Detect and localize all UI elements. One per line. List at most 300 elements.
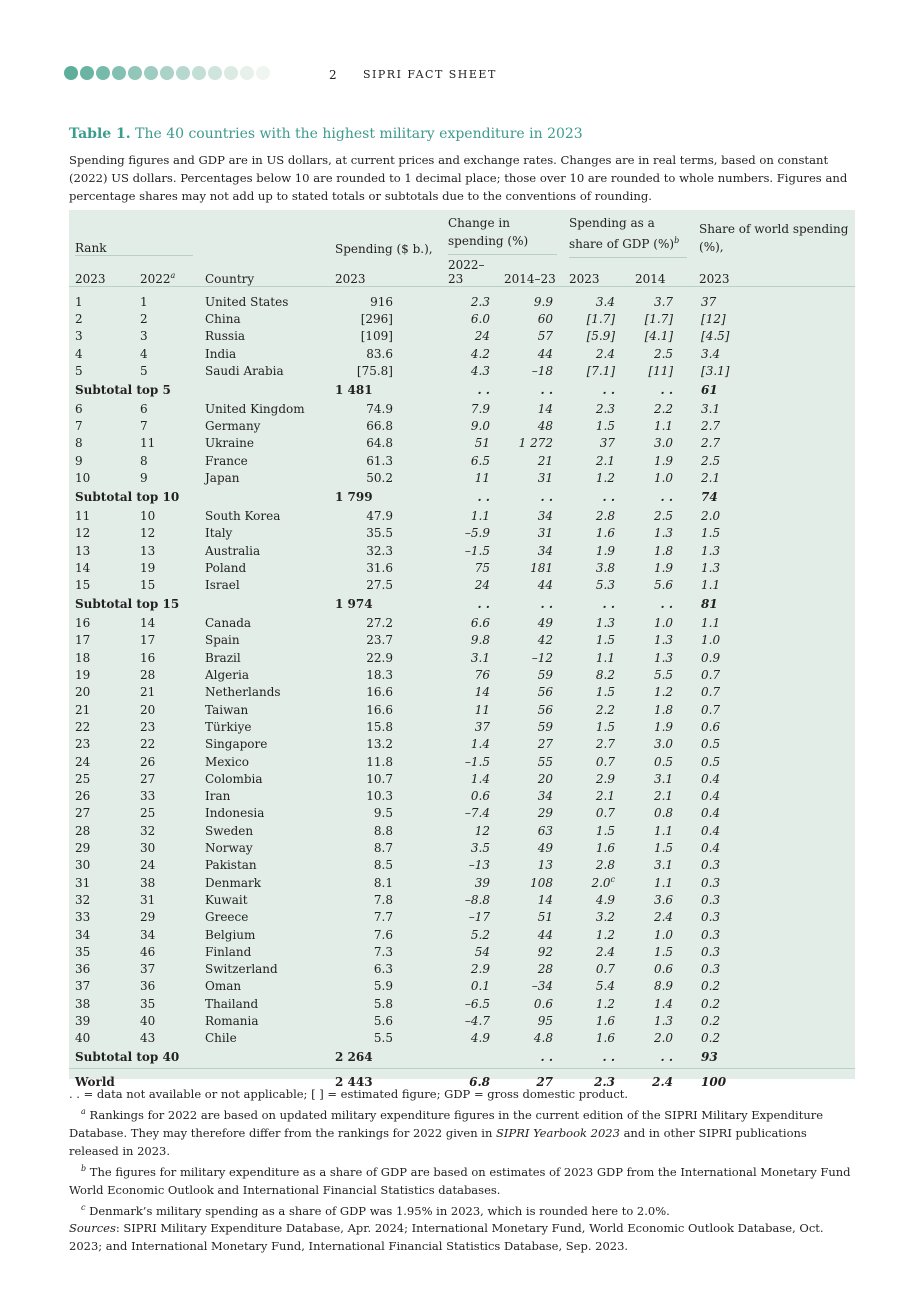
change-2022-23-cell: [442, 1047, 498, 1068]
change-2014-23-cell: 57: [537, 329, 554, 344]
world-share-cell: 1.3: [701, 543, 721, 558]
rank-2022-cell: 24: [140, 858, 156, 873]
rank-2022-cell: 7: [140, 419, 148, 434]
gdp-2023-value: 1.5: [595, 419, 616, 434]
table-row: [69, 960, 855, 977]
rank-2023-cell: 35: [75, 944, 91, 959]
spending-cell: 7.3: [373, 944, 393, 959]
country-cell: Kuwait: [205, 892, 248, 907]
decorative-dot: [144, 66, 158, 80]
rank-2023-cell: 1: [75, 294, 83, 309]
change-2022-23-cell: 4.3: [470, 363, 490, 378]
decorative-dot: [64, 66, 78, 80]
change-2014-23-cell: 14: [537, 401, 554, 416]
rank-2022-cell: 1: [140, 294, 148, 309]
rank-2023-cell: 13: [75, 543, 91, 558]
table-row: [69, 805, 855, 822]
gdp-2023-value: 2.1: [595, 789, 616, 804]
change-2014-23-cell: –12: [531, 650, 554, 665]
subtotal-row: [69, 379, 855, 400]
gdp-2023-value: 2.8: [595, 858, 616, 873]
change-2014-23-cell: 95: [537, 1013, 554, 1028]
expenditure-table: [69, 210, 855, 1090]
change-2014-23-cell: . .: [540, 490, 554, 504]
rank-2022-cell: 33: [140, 789, 156, 804]
rank-2022-cell: 9: [140, 471, 148, 485]
change-2014-23-cell: 44: [537, 346, 554, 361]
change-2014-23-cell: 34: [537, 789, 554, 804]
gdp-2023-cell: . .: [602, 597, 616, 612]
change-2022-23-cell: 1.1: [470, 508, 490, 523]
gdp-2023-value: 2.1: [595, 453, 616, 468]
world-share-cell: 1.1: [701, 578, 721, 593]
world-share-cell: 3.4: [701, 346, 721, 361]
note-c: [69, 1199, 859, 1220]
gdp-2014-cell: 1.0: [653, 471, 674, 485]
decorative-dot: [96, 66, 110, 80]
subtotal-row: [69, 1047, 855, 1068]
change-2014-23-cell: 42: [537, 633, 554, 648]
country-cell: Netherlands: [205, 685, 281, 700]
rank-2022-cell: 29: [140, 910, 156, 925]
country-cell: Mexico: [205, 754, 249, 769]
spending-cell: 5.8: [373, 996, 393, 1011]
rank-2022-cell: 4: [140, 346, 148, 361]
gdp-2014-cell: 1.8: [653, 702, 674, 717]
gdp-2023-cell: [563, 577, 629, 594]
gdp-2023-cell: [563, 718, 629, 735]
gdp-2014-cell: 3.1: [653, 858, 674, 873]
world-share-cell: 0.3: [701, 962, 721, 977]
country-cell: Thailand: [205, 996, 259, 1011]
gdp-2014-cell: 0.5: [653, 754, 674, 769]
change-2022-23-cell: –1.5: [464, 543, 490, 558]
rank-2022-cell: 8: [140, 453, 148, 468]
change-2022-23-cell: 2.9: [470, 962, 490, 977]
spending-cell: 83.6: [366, 346, 393, 361]
change-2022-23-cell: –4.7: [464, 1013, 490, 1028]
table-row: [69, 822, 855, 839]
gdp-2023-cell: [563, 666, 629, 683]
gdp-2023-value: 2.8: [595, 508, 616, 523]
gdp-2014-cell: 0.6: [653, 962, 674, 977]
gdp-2023-cell: [563, 753, 629, 770]
rank-2023-cell: 9: [75, 453, 83, 468]
world-share-cell: 0.6: [701, 719, 721, 734]
gdp-2023-cell: [563, 1030, 629, 1047]
change-2014-23-cell: 34: [537, 543, 554, 558]
country-cell: Switzerland: [205, 962, 278, 977]
gdp-2023-cell: [563, 615, 629, 632]
gdp-2023-cell: [563, 293, 629, 310]
world-share-cell: 0.5: [701, 737, 721, 752]
change-2022-23-cell: . .: [477, 597, 490, 612]
change-2022-23-cell: 2.3: [470, 294, 490, 309]
world-share-cell: 0.4: [701, 789, 721, 804]
rank-2022-cell: 43: [140, 1031, 156, 1046]
change-2022-23-cell: 4.2: [470, 346, 490, 361]
gdp-2023-value: 0.7: [595, 754, 616, 769]
world-share-cell: [4.5]: [701, 329, 730, 344]
spending-cell: 74.9: [366, 401, 393, 416]
country-cell: Norway: [205, 841, 253, 856]
spending-cell: 5.6: [373, 1013, 393, 1028]
spending-cell: 13.2: [366, 737, 393, 752]
change-2014-23-cell: 28: [537, 962, 554, 977]
rank-2023-cell: 28: [75, 823, 91, 838]
gdp-2014-cell: 1.3: [653, 650, 674, 665]
rank-2023-cell: 25: [75, 771, 91, 786]
country-cell: Israel: [205, 578, 240, 593]
gdp-2023-value: 5.4: [595, 979, 616, 994]
spending-cell: 27.2: [366, 616, 393, 631]
table-row: [69, 1030, 855, 1047]
spending-cell: 1 799: [335, 490, 373, 504]
table-row: [69, 362, 855, 379]
gdp-2023-cell: [563, 787, 629, 804]
rank-2022-cell: 30: [140, 841, 156, 856]
gdp-2023-cell: [563, 435, 629, 452]
gdp-2023-value: 1.2: [595, 927, 616, 942]
table-row: [69, 1012, 855, 1029]
change-2022-23-cell: 7.9: [470, 401, 490, 416]
table-row: [69, 736, 855, 753]
note-mark-a: a: [170, 271, 176, 280]
gdp-2023-cell: [563, 345, 629, 362]
gdp-2023-value: 1.9: [595, 543, 616, 558]
gdp-2023-cell: [563, 909, 629, 926]
gdp-2023-value: 3.8: [595, 560, 616, 575]
rank-2023-cell: 10: [75, 471, 91, 485]
world-share-cell: 0.2: [701, 979, 721, 994]
world-share-cell: 81: [701, 597, 718, 612]
spending-cell: 1 974: [335, 597, 373, 612]
table-row: [69, 293, 855, 310]
country-cell: Oman: [205, 979, 242, 994]
gdp-2014-cell: 2.2: [653, 401, 674, 416]
gdp-2014-cell: [4.1]: [644, 329, 674, 344]
decorative-dot: [224, 66, 238, 80]
spending-cell: 50.2: [366, 471, 393, 485]
country-cell: Canada: [205, 616, 252, 631]
world-share-cell: 2.1: [701, 471, 721, 485]
gdp-2023-cell: 2.3: [563, 1068, 629, 1096]
change-2014-23-cell: 56: [537, 702, 554, 717]
table-row: [69, 701, 855, 718]
world-share-cell: 0.7: [701, 668, 721, 683]
gdp-2014-cell: 2.5: [653, 508, 674, 523]
gdp-2023-cell: [563, 839, 629, 856]
gdp-2023-cell: [563, 926, 629, 943]
gdp-2014-cell: [11]: [648, 363, 674, 378]
spending-cell: 11.8: [366, 754, 393, 769]
change-2022-23-cell: 24: [474, 329, 490, 344]
rank-2023-cell: 36: [75, 962, 91, 977]
rank-2022-cell: 28: [140, 668, 156, 683]
change-2014-23-cell: 48: [537, 419, 554, 434]
country-cell: Romania: [205, 1013, 259, 1028]
country-cell: Poland: [205, 560, 247, 575]
table-row: [69, 469, 855, 486]
spending-cell: 15.8: [366, 719, 393, 734]
rank-2022-cell: 25: [140, 806, 156, 821]
country-cell: Australia: [205, 543, 261, 558]
table-row: [69, 435, 855, 452]
gdp-2014-cell: 2.1: [653, 789, 674, 804]
gdp-2014-cell: 3.0: [653, 737, 674, 752]
gdp-2023-cell: [563, 632, 629, 649]
rank-2022-cell: 15: [140, 578, 156, 593]
header-rank-2022: [134, 258, 199, 287]
header-gdp-share: [569, 214, 687, 258]
change-2014-23-cell: 31: [537, 526, 554, 541]
rank-2023-cell: 38: [75, 996, 91, 1011]
rank-2023-cell: 11: [75, 508, 91, 523]
country-cell: Ukraine: [205, 436, 254, 451]
change-2022-23-cell: 54: [474, 944, 490, 959]
change-2014-23-cell: 181: [530, 560, 554, 575]
gdp-2014-cell: 1.3: [653, 526, 674, 541]
gdp-2023-cell: [563, 559, 629, 576]
gdp-2023-value: [1.7]: [586, 311, 616, 326]
country-cell: Spain: [205, 633, 240, 648]
gdp-2014-cell: 1.1: [653, 875, 674, 890]
rank-2023-cell: 6: [75, 401, 83, 416]
gdp-2023-cell: [563, 960, 629, 977]
change-2022-23-cell: 6.8: [442, 1068, 498, 1096]
rank-2023-cell: 26: [75, 789, 91, 804]
country-cell: Sweden: [205, 823, 254, 838]
world-share-cell: 0.9: [701, 650, 721, 665]
sources: [69, 1219, 859, 1255]
change-2014-23-cell: 34: [537, 508, 554, 523]
spending-cell: 32.3: [366, 543, 393, 558]
gdp-2014-cell: 1.3: [653, 633, 674, 648]
world-share-cell: 0.3: [701, 910, 721, 925]
rank-2022-cell: 16: [140, 650, 156, 665]
spending-cell: 27.5: [366, 578, 393, 593]
gdp-2023-cell: [563, 978, 629, 995]
gdp-2014-cell: 2.4: [653, 910, 674, 925]
change-2014-23-cell: 20: [537, 771, 554, 786]
change-2014-23-cell: 60: [537, 311, 554, 326]
table-row: [69, 525, 855, 542]
table-title-text: The 40 countries with the highest military expenditure in 2023: [135, 126, 583, 142]
decorative-dot: [176, 66, 190, 80]
gdp-2023-value: 2.0: [591, 876, 611, 891]
change-2014-23-cell: 27: [537, 737, 554, 752]
change-2022-23-cell: 0.6: [470, 789, 490, 804]
table-row: [69, 559, 855, 576]
change-2014-23-cell: 92: [537, 944, 554, 959]
change-2014-23-cell: . .: [540, 1050, 554, 1065]
gdp-2014-cell: 1.0: [653, 616, 674, 631]
rank-2023-cell: 37: [75, 979, 91, 994]
spending-cell: 8.1: [373, 875, 393, 890]
table-row: [69, 310, 855, 327]
subtotal-row: [69, 594, 855, 615]
gdp-2023-cell: [563, 822, 629, 839]
world-share-cell: 0.4: [701, 771, 721, 786]
change-2014-23-cell: 29: [537, 806, 554, 821]
gdp-2023-cell: [563, 805, 629, 822]
rank-2022-cell: 32: [140, 823, 156, 838]
gdp-2014-cell: 1.1: [653, 419, 674, 434]
country-cell: United Kingdom: [205, 401, 305, 416]
gdp-2023-value: 2.2: [595, 702, 616, 717]
change-2022-23-cell: 39: [474, 875, 490, 890]
country-cell: Greece: [205, 910, 249, 925]
gdp-2014-cell: 1.2: [653, 685, 674, 700]
gdp-2014-cell: 1.8: [653, 543, 674, 558]
world-share-cell: 0.2: [701, 1031, 721, 1046]
rank-2023-cell: 23: [75, 737, 91, 752]
decorative-dot: [192, 66, 206, 80]
gdp-2023-value: 2.9: [595, 771, 616, 786]
note-b-mark: b: [81, 1163, 87, 1173]
table-row: [69, 328, 855, 345]
gdp-2023-value: 5.3: [595, 578, 616, 593]
gdp-2023-value: 2.7: [595, 737, 616, 752]
rank-2022-cell: 17: [140, 633, 156, 648]
gdp-2023-value: 3.2: [595, 910, 616, 925]
rank-2023-cell: 22: [75, 719, 91, 734]
country-cell: United States: [205, 294, 289, 309]
table-row: [69, 615, 855, 632]
spending-cell: [75.8]: [356, 363, 393, 378]
world-share-cell: 1.1: [701, 616, 721, 631]
gdp-2023-cell: [563, 649, 629, 666]
gdp-2014-cell: 1.4: [653, 996, 674, 1011]
spending-cell: 16.6: [366, 702, 393, 717]
note-c-text: Denmark’s military spending as a share of GDP was 1.95% in 2023, which is rounded here to 2.0%.: [89, 1203, 670, 1218]
decorative-dot: [208, 66, 222, 80]
gdp-2023-cell: [563, 995, 629, 1012]
change-2014-23-cell: 63: [537, 823, 554, 838]
spending-cell: [109]: [360, 329, 393, 344]
gdp-2023-cell: [563, 542, 629, 559]
spending-cell: 2 443: [329, 1068, 442, 1096]
country-cell: Germany: [205, 419, 261, 434]
gdp-2014-cell: 1.9: [653, 560, 674, 575]
gdp-2023-value: 2.3: [595, 401, 616, 416]
header-change-1: 2022–23: [442, 258, 498, 287]
rank-2022-cell: 40: [140, 1013, 156, 1028]
change-2022-23-cell: 11: [474, 702, 490, 717]
spending-cell: 8.8: [373, 823, 393, 838]
world-share-cell: 0.4: [701, 841, 721, 856]
spending-cell: 23.7: [366, 633, 393, 648]
country-cell: Türkiye: [205, 719, 252, 734]
change-2014-23-cell: 44: [537, 578, 554, 593]
change-2014-23-cell: 31: [537, 471, 554, 485]
world-share-cell: 0.7: [701, 702, 721, 717]
spending-cell: 31.6: [366, 560, 393, 575]
rank-2023-cell: 14: [75, 560, 91, 575]
gdp-2023-cell: [563, 770, 629, 787]
world-share-cell: 0.7: [701, 685, 721, 700]
change-2022-23-cell: –1.5: [464, 754, 490, 769]
gdp-2023-cell: [563, 874, 629, 891]
world-share-cell: 1.0: [701, 633, 721, 648]
rank-2023-cell: 18: [75, 650, 91, 665]
spending-cell: 66.8: [366, 419, 393, 434]
change-2022-23-cell: 51: [474, 436, 490, 451]
note-mark-b: b: [674, 236, 680, 245]
gdp-2023-value: [5.9]: [586, 329, 616, 344]
country-cell: Chile: [205, 1031, 237, 1046]
change-2014-23-cell: 14: [537, 892, 554, 907]
gdp-2023-value: 1.3: [595, 616, 616, 631]
rank-2023-cell: 7: [75, 419, 83, 434]
gdp-2023-value: 1.6: [595, 1013, 616, 1028]
change-2014-23-cell: 108: [530, 875, 554, 890]
world-share-cell: 1.5: [701, 526, 721, 541]
world-share-cell: 37: [701, 294, 717, 309]
gdp-2023-value: 1.5: [595, 685, 616, 700]
table-row: [69, 874, 855, 891]
rank-2022-cell: 6: [140, 401, 148, 416]
gdp-2023-cell: [563, 736, 629, 753]
change-2014-23-cell: 59: [537, 668, 554, 683]
gdp-2023-cell: [563, 857, 629, 874]
rank-2022-cell: 14: [140, 616, 156, 631]
world-share-cell: [3.1]: [701, 363, 730, 378]
note-b-text: The figures for military expenditure as a share of GDP are based on estimates of 2023 GDP from the International Monetary Fund World Economic Outlook and International Financial Statistics databases.: [69, 1164, 851, 1197]
rank-2022-cell: 20: [140, 702, 156, 717]
change-2022-23-cell: 9.0: [470, 419, 490, 434]
rank-2022-cell: 37: [140, 962, 156, 977]
gdp-2023-value: 1.6: [595, 841, 616, 856]
subtotal-label: Subtotal top 5: [75, 382, 171, 397]
gdp-2014-cell: . .: [660, 490, 674, 504]
table-row: [69, 909, 855, 926]
change-2022-23-cell: 4.9: [470, 1031, 490, 1046]
gdp-2014-cell: 1.0: [653, 927, 674, 942]
world-share-cell: 61: [701, 382, 718, 397]
gdp-2023-cell: . .: [602, 1050, 616, 1065]
spending-cell: 5.9: [373, 979, 393, 994]
page-number: 2: [329, 68, 338, 82]
gdp-2014-cell: 0.8: [653, 806, 674, 821]
spending-cell: 2 264: [335, 1050, 373, 1065]
spending-cell: 7.8: [373, 892, 393, 907]
gdp-2023-value: 37: [599, 436, 616, 451]
rank-2022-cell: 2: [140, 311, 148, 326]
change-2022-23-cell: –7.4: [464, 806, 490, 821]
spending-cell: 47.9: [366, 508, 393, 523]
gdp-2023-value: 8.2: [595, 668, 616, 683]
rank-2023-cell: 40: [75, 1031, 91, 1046]
table-row: [69, 943, 855, 960]
spending-cell: 18.3: [366, 668, 393, 683]
gdp-2023-cell: . .: [602, 490, 616, 504]
rank-2022-cell: 35: [140, 996, 156, 1011]
spending-cell: 916: [370, 294, 393, 309]
world-share-cell: 0.3: [701, 944, 721, 959]
world-share-cell: 0.3: [701, 875, 721, 890]
header-world-year: 2023: [693, 258, 855, 287]
country-cell: Denmark: [205, 875, 261, 890]
gdp-2014-cell: 1.5: [653, 841, 674, 856]
header-spending: Spending ($ b.),: [335, 242, 433, 256]
country-cell: Belgium: [205, 927, 256, 942]
gdp-2014-cell: 1.3: [653, 1013, 674, 1028]
rank-2023-cell: 5: [75, 363, 83, 378]
gdp-2023-value: 1.5: [595, 633, 616, 648]
change-2022-23-cell: 75: [474, 560, 490, 575]
change-2022-23-cell: –6.5: [464, 996, 490, 1011]
